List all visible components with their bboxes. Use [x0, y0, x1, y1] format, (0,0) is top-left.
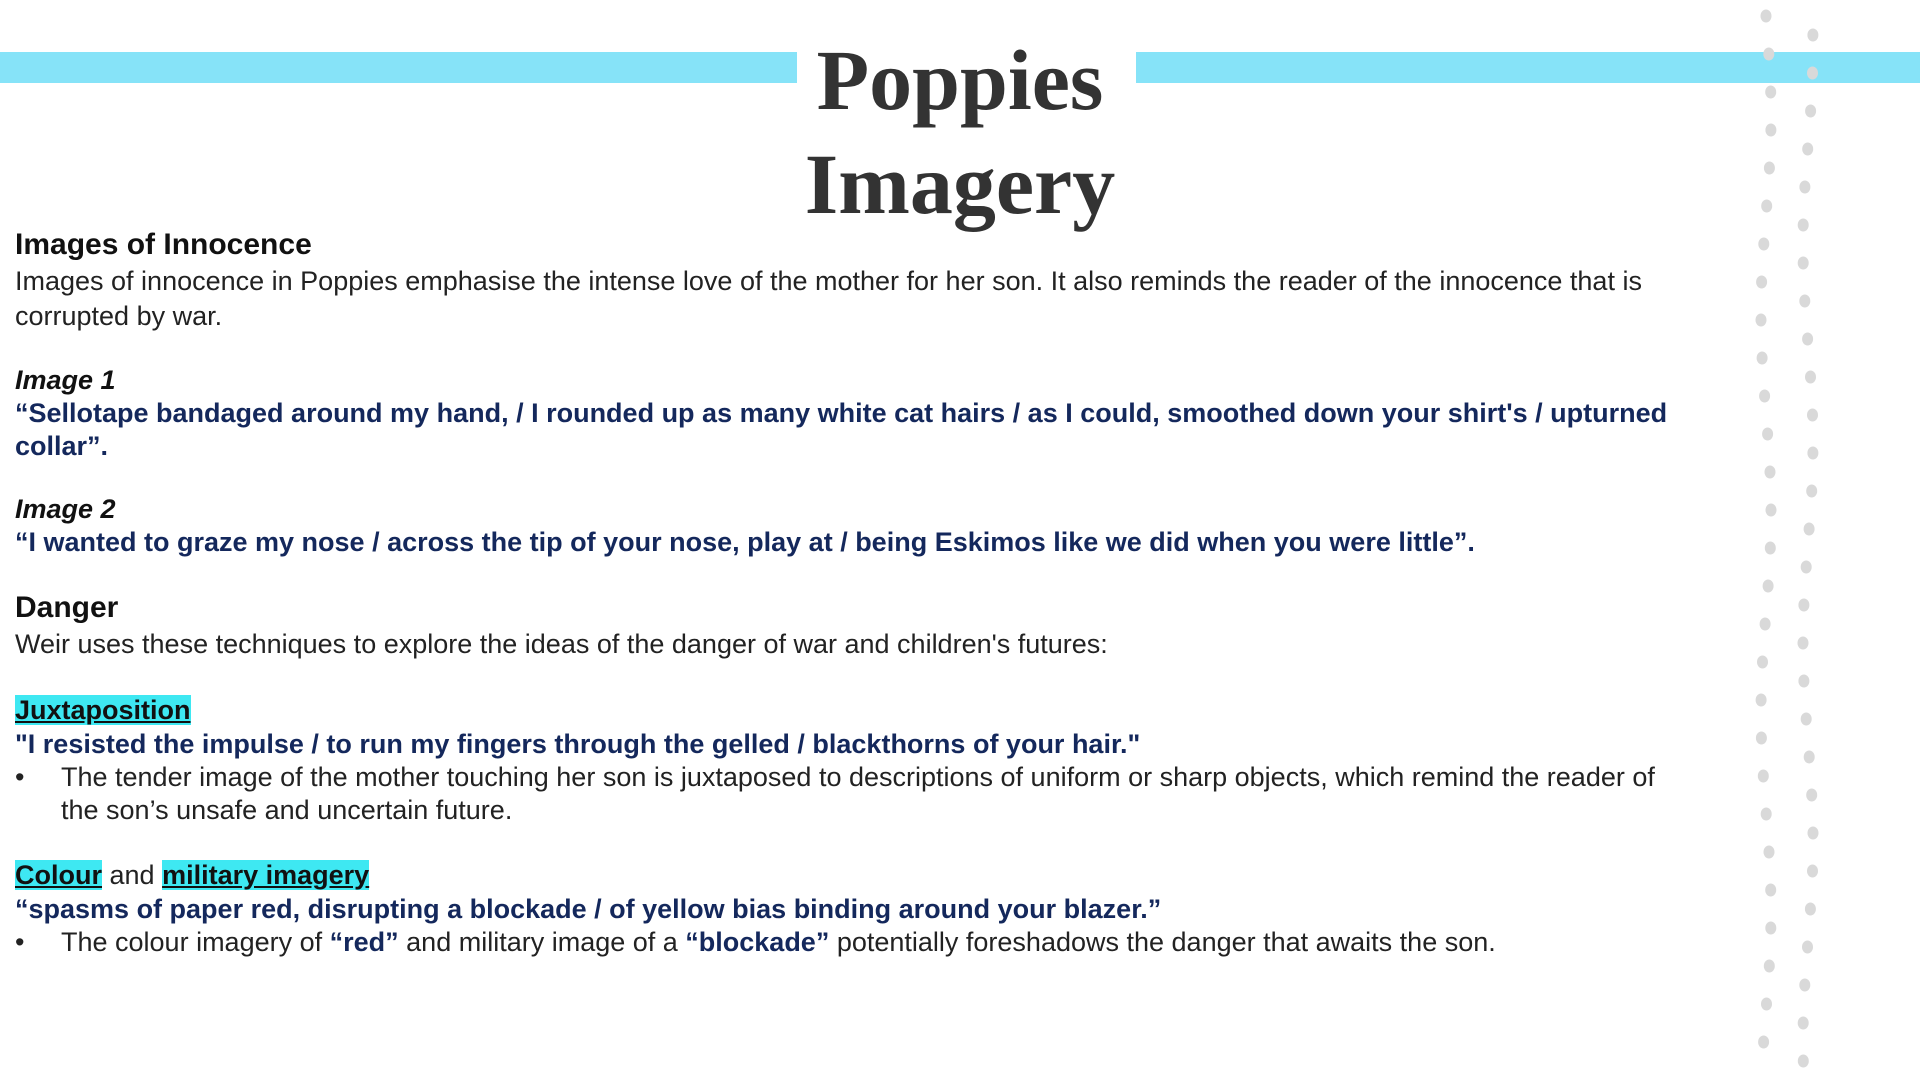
colour-bullet-red: “red”: [329, 927, 399, 957]
decorative-dot: [1805, 105, 1816, 118]
decorative-dot: [1764, 846, 1775, 859]
decorative-dot: [1806, 485, 1817, 498]
main-content: [15, 226, 1695, 959]
colour-bullet-text-1: The colour imagery of: [61, 927, 330, 957]
decorative-dot: [1807, 67, 1818, 80]
title-line-1: Poppies: [816, 32, 1104, 128]
decorative-dot: [1805, 371, 1816, 384]
decorative-dot: [1761, 10, 1772, 23]
decorative-dot: [1763, 580, 1774, 593]
decorative-dot: [1804, 751, 1815, 764]
decorative-dot: [1798, 219, 1809, 232]
decorative-dot: [1761, 998, 1772, 1011]
image2-quote: “I wanted to graze my nose / across the tip of your nose, play at / being Eskimos like we did when you were little”.: [15, 527, 1475, 557]
image2-label: Image 2: [15, 494, 116, 524]
decorative-dot: [1798, 257, 1809, 270]
decorative-dot: [1805, 903, 1816, 916]
bullet-icon: •: [15, 762, 25, 792]
danger-heading: Danger: [15, 591, 119, 624]
decorative-dot: [1756, 276, 1767, 289]
decorative-dot: [1764, 960, 1775, 973]
innocence-heading: Images of Innocence: [15, 228, 312, 261]
decorative-dot: [1756, 314, 1767, 327]
decorative-dot: [1807, 29, 1818, 42]
decorative-dot: [1756, 694, 1767, 707]
decorative-dot: [1801, 713, 1812, 726]
juxtaposition-bullet: [15, 761, 1695, 827]
decorative-dot: [1765, 86, 1776, 99]
decorative-dot: [1807, 447, 1818, 460]
decorative-dot: [1758, 770, 1769, 783]
decorative-dot: [1765, 466, 1776, 479]
decorative-dot: [1798, 1017, 1809, 1030]
decorative-dot: [1765, 884, 1776, 897]
decorative-dot-column: [1740, 0, 1830, 1080]
decorative-dot: [1765, 922, 1776, 935]
decorative-dot: [1760, 618, 1771, 631]
decorative-dot: [1761, 200, 1772, 213]
decorative-dot: [1799, 295, 1810, 308]
decorative-dot: [1807, 865, 1818, 878]
decorative-dot: [1799, 181, 1810, 194]
danger-intro: Weir uses these techniques to explore the ideas of the danger of war and children's futures:: [15, 629, 1108, 659]
colour-bullet-blockade: “blockade”: [685, 927, 830, 957]
decorative-dot: [1764, 162, 1775, 175]
decorative-dot: [1765, 542, 1776, 555]
innocence-intro: Images of innocence in Poppies emphasise the intense love of the mother for her son. It also reminds the reader of the innocence that is corrupted by war.: [15, 266, 1642, 331]
decorative-dot: [1802, 143, 1813, 156]
colour-label: Colour: [15, 860, 102, 890]
title-band-left: [0, 52, 797, 83]
decorative-dot: [1798, 637, 1809, 650]
colour-label-and: and: [102, 860, 163, 890]
decorative-dot: [1757, 656, 1768, 669]
image1-quote: “Sellotape bandaged around my hand, / I rounded up as many white cat hairs / as I could, smoothed down your shirt's / upturned collar”.: [15, 398, 1668, 461]
colour-bullet: [15, 926, 1695, 959]
decorative-dot: [1799, 979, 1810, 992]
colour-technique: [15, 857, 1695, 893]
decorative-dot: [1758, 238, 1769, 251]
decorative-dot: [1807, 409, 1818, 422]
decorative-dot: [1801, 561, 1812, 574]
decorative-dot: [1766, 504, 1777, 517]
decorative-dot: [1802, 941, 1813, 954]
decorative-dot: [1798, 1055, 1809, 1068]
decorative-dot: [1761, 808, 1772, 821]
decorative-dot: [1804, 523, 1815, 536]
decorative-dot: [1757, 352, 1768, 365]
bullet-icon: •: [15, 927, 25, 957]
decorative-dot: [1808, 827, 1819, 840]
decorative-dot: [1763, 48, 1774, 61]
decorative-dot: [1758, 1036, 1769, 1049]
decorative-dot: [1765, 124, 1776, 137]
juxtaposition-technique: [15, 692, 1695, 728]
title-line-2: Imagery: [804, 136, 1116, 232]
page-title: [760, 28, 1160, 236]
juxtaposition-quote: "I resisted the impulse / to run my fingers through the gelled / blackthorns of your hair.": [15, 729, 1141, 759]
colour-bullet-text-2: and military image of a: [398, 927, 686, 957]
colour-bullet-text-3: potentially foreshadows the danger that awaits the son.: [829, 927, 1496, 957]
military-imagery-label: military imagery: [162, 860, 370, 890]
decorative-dot: [1756, 732, 1767, 745]
juxtaposition-label: Juxtaposition: [15, 695, 191, 725]
decorative-dot: [1798, 599, 1809, 612]
image1-label: Image 1: [15, 365, 116, 395]
decorative-dot: [1806, 789, 1817, 802]
colour-quote: “spasms of paper red, disrupting a blockade / of yellow bias binding around your blazer.”: [15, 894, 1162, 924]
decorative-dot: [1762, 428, 1773, 441]
decorative-dot: [1798, 675, 1809, 688]
decorative-dot: [1759, 390, 1770, 403]
decorative-dot: [1802, 333, 1813, 346]
juxtaposition-bullet-text: The tender image of the mother touching her son is juxtaposed to descriptions of uniform or sharp objects, which remind the reader of the son’s unsafe and uncertain future.: [61, 762, 1655, 825]
